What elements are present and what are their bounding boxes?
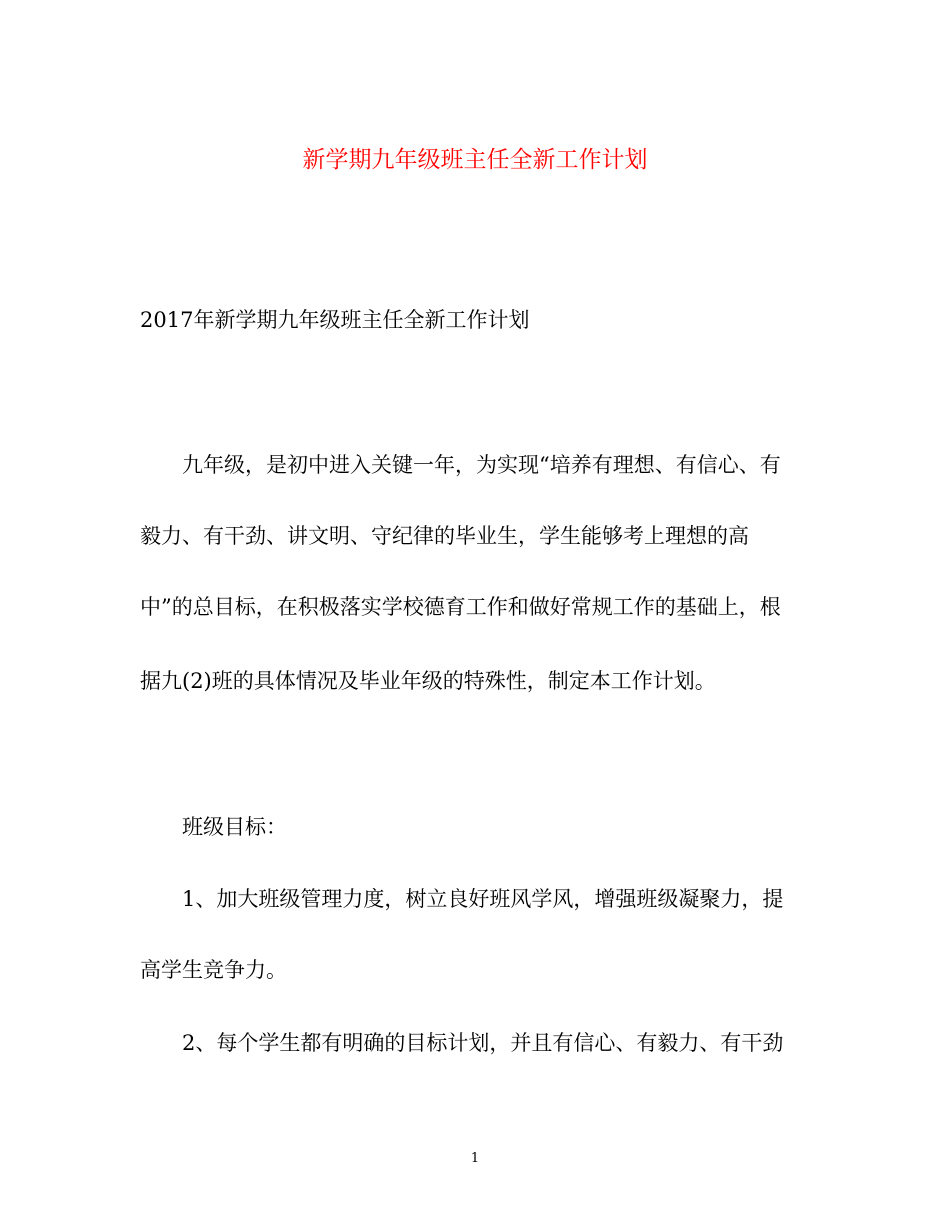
page-number: 1 (470, 1151, 480, 1166)
paragraph-line: 据九(2)班的具体情况及毕业年级的特殊性，制定本工作计划。 (140, 669, 716, 693)
goal-line: 高学生竞争力。 (140, 958, 287, 982)
goal-line: 2、每个学生都有明确的目标计划，并且有信心、有毅力、有干劲 (182, 1031, 784, 1055)
document-title: 新学期九年级班主任全新工作计划 (302, 147, 648, 173)
paragraph-line: 毅力、有干劲、讲文明、守纪律的毕业生，学生能够考上理想的高 (140, 524, 749, 548)
paragraph-line: 中”的总目标，在积极落实学校德育工作和做好常规工作的基础上，根 (140, 595, 781, 619)
section-heading: 班级目标： (182, 815, 287, 839)
goal-line: 1、加大班级管理力度，树立良好班风学风，增强班级凝聚力，提 (182, 887, 784, 911)
document-subtitle: 2017年新学期九年级班主任全新工作计划 (140, 308, 530, 332)
paragraph-line: 九年级，是初中进入关键一年，为实现“培养有理想、有信心、有 (182, 453, 781, 477)
